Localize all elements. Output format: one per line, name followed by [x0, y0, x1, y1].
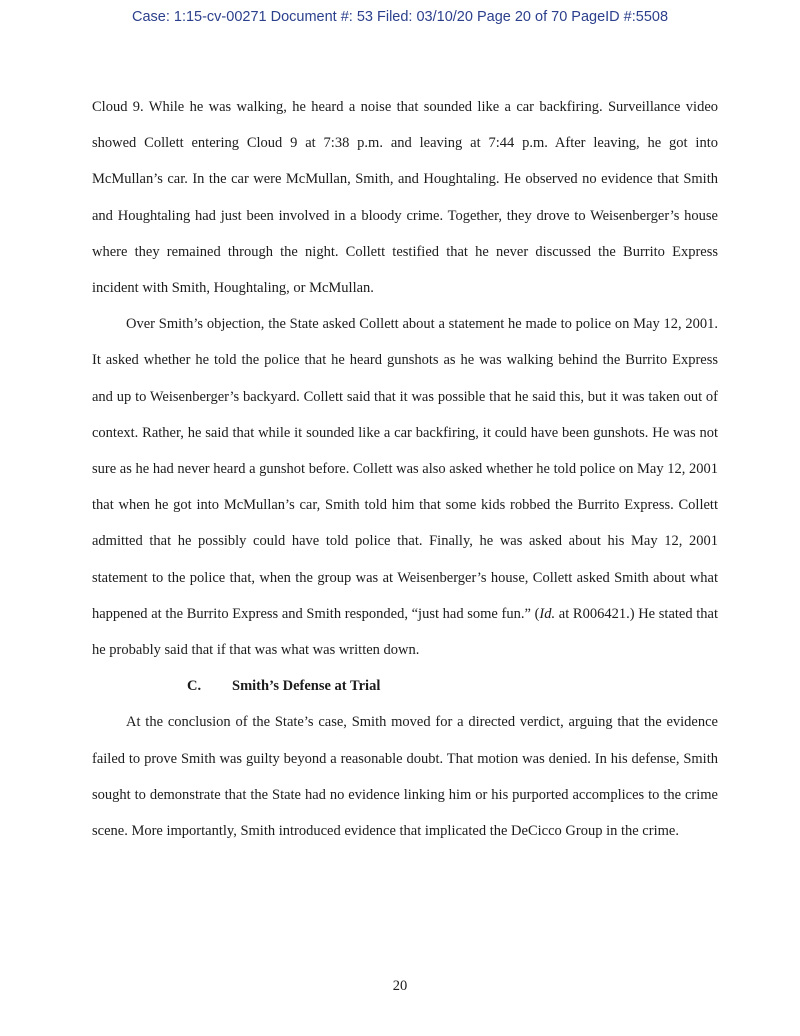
section-title: Smith’s Defense at Trial [232, 678, 381, 695]
section-letter: C. [187, 678, 202, 695]
document-body [92, 89, 718, 849]
paragraph-defense: At the conclusion of the State’s case, Smith moved for a directed verdict, arguing that the evidence failed to prove Smith was guilty beyond a reasonable doubt. That motion was denied. In his defense, Smith sought to demonstrate that the State had no evidence linking him or his purported accomplices to the crime scene. More importantly, Smith introduced evidence that implicated the DeCicco Group in the crime. [92, 714, 718, 840]
paragraph-collett-walk: Cloud 9. While he was walking, he heard a noise that sounded like a car backfiring. Surveillance video showed Collett entering Cloud 9 at 7:38 p.m. and leaving at 7:44 p.m. After leaving, he got into McMullan’s car. In the car were McMullan, Smith, and Houghtaling. He observed no evidence that Smith and Houghtaling had just been involved in a bloody crime. Together, they drove to Weisenberger’s house where they remained through the night. Collett testified that he never discussed the Burrito Express incident with Smith, Houghtaling, or McMullan. [92, 99, 718, 297]
case-header: Case: 1:15-cv-00271 Document #: 53 Filed: 03/10/20 Page 20 of 70 PageID #:5508 [131, 9, 669, 25]
section-heading [92, 668, 718, 704]
citation-id: Id. [539, 605, 556, 622]
paragraph-text-cont: at R006421.) He stated that he probably said that if that was what was written down. [92, 605, 719, 659]
page-number: 20 [392, 978, 408, 994]
paragraph-text: Over Smith’s objection, the State asked Collett about a statement he made to police on May 12, 2001. It asked whether he told the police that he heard gunshots as he was walking behind the Burrito Express and up to Weisenberger’s backyard. Collett said that it was possible that he said this, but it was taken out of context. Rather, he said that while it sounded like a car backfiring, it could have been gunshots. He was not sure as he had never heard a gunshot before. Collett was also asked whether he told police on May 12, 2001 that when he got into McMullan’s car, Smith told him that some kids robbed the Burrito Express. Collett admitted that he possibly could have told police that. Finally, he was asked about his May 12, 2001 statement to the police that, when the group was at Weisenberger’s house, Collett asked Smith about what happened at the Burrito Express and Smith responded, “just had some fun.” ( [92, 316, 718, 622]
paragraph-collett-statement [92, 306, 718, 668]
